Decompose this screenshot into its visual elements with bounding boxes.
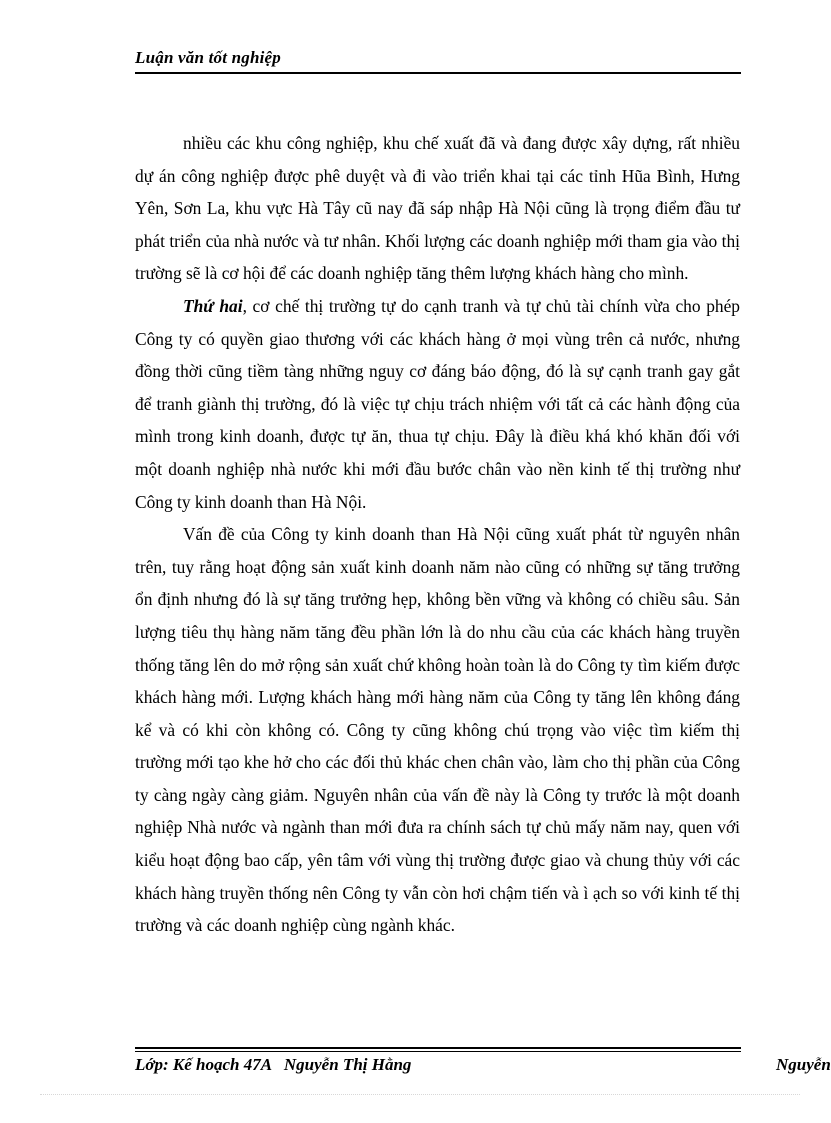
paragraph-1-text: nhiều các khu công nghiệp, khu chế xuất đã và đang được xây dựng, rất nhiều dự án công nghiệp được phê duyệt và đi vào triển khai tại các tỉnh Hũa Bình, Hưng Yên, Sơn La, khu vực Hà Tây cũ nay đã sáp nhập Hà Nội cũng là trọng điểm đầu tư phát triển của nhà nước và tư nhân. Khối lượng các doanh nghiệp mới tham gia vào thị trường sẽ là cơ hội để các doanh nghiệp tăng thêm lượng khách hàng cho mình. xyxy=(135,133,740,284)
page-bottom-dotted-line xyxy=(40,1094,800,1095)
paragraph-2-lead: Thứ hai xyxy=(183,295,243,316)
paragraph-3 xyxy=(135,518,740,942)
paragraph-1 xyxy=(135,127,740,290)
footer-divider-thin xyxy=(135,1051,741,1052)
paragraph-2-text: , cơ chế thị trường tự do cạnh tranh và tự chủ tài chính vừa cho phép Công ty có quyền giao thương với các khách hàng ở mọi vùng trên cả nước, nhưng đồng thời cũng tiềm tàng những nguy cơ đáng báo động, đó là sự cạnh tranh gay gắt để tranh giành thị trường, đó là việc tự chịu trách nhiệm với tất cả các hành động của mình trong kinh doanh, được tự ăn, thua tự chịu. Đây là điều khá khó khăn đối với một doanh nghiệp nhà nước khi mới đầu bước chân vào nền kinh tế thị trường như Công ty kinh doanh than Hà Nội. xyxy=(135,295,740,512)
header-divider xyxy=(135,72,741,74)
body-text xyxy=(135,127,740,942)
footer-author-cut: Nguyễn xyxy=(776,1055,831,1074)
running-header-title: Luận văn tốt nghiệp xyxy=(135,48,281,67)
footer-divider-thick xyxy=(135,1047,741,1049)
paragraph-2 xyxy=(135,290,740,518)
footer-class-author: Lớp: Kế hoạch 47A Nguyễn Thị Hằng xyxy=(135,1055,412,1074)
paragraph-3-text: Vấn đề của Công ty kinh doanh than Hà Nội cũng xuất phát từ nguyên nhân trên, tuy rằng hoạt động sản xuất kinh doanh năm nào cũng có những sự tăng trưởng ổn định nhưng đó là sự tăng trưởng hẹp, không bền vững và không có chiều sâu. Sản lượng tiêu thụ hàng năm tăng đều phần lớn là do nhu cầu của các khách hàng truyền thống tăng lên do mở rộng sản xuất chứ không hoàn toàn là do Công ty tìm kiếm được khách hàng mới. Lượng khách hàng mới hàng năm của Công ty tăng lên không đáng kể và có khi còn không có. Công ty cũng không chú trọng vào việc tìm kiếm thị trường mới tạo khe hở cho các đối thủ khác chen chân vào, làm cho thị phần của Công ty càng ngày càng giảm. Nguyên nhân của vấn đề này là Công ty trước là một doanh nghiệp Nhà nước và ngành than mới đưa ra chính sách tự chủ mấy năm nay, quen với kiểu hoạt động bao cấp, yên tâm với vùng thị trường được giao và chung thủy với các khách hàng truyền thống nên Công ty vẫn còn hơi chậm tiến và ì ạch so với kinh tế thị trường và các doanh nghiệp cùng ngành khác. xyxy=(135,524,740,936)
